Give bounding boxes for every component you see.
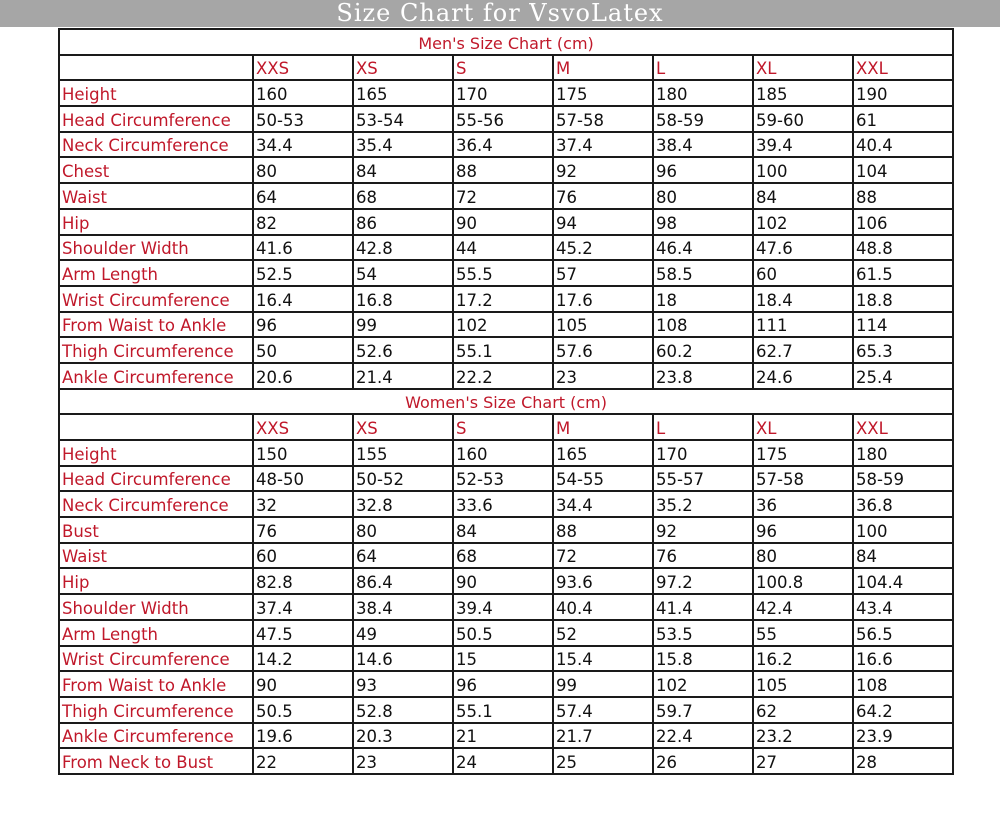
measurement-value: 50.5 [253, 697, 353, 723]
measurement-label: Head Circumference [59, 106, 253, 132]
measurement-value: 82 [253, 209, 353, 235]
size-header-cell: XL [753, 414, 853, 440]
measurement-value: 41.4 [653, 594, 753, 620]
measurement-value: 28 [853, 748, 953, 774]
measurement-value: 21 [453, 723, 553, 749]
measurement-value: 84 [353, 157, 453, 183]
measurement-value: 65.3 [853, 337, 953, 363]
table-row [59, 491, 953, 517]
measurement-value: 104.4 [853, 568, 953, 594]
measurement-value: 15.4 [553, 646, 653, 672]
measurement-value: 76 [653, 543, 753, 569]
measurement-value: 39.4 [453, 594, 553, 620]
measurement-value: 52.8 [353, 697, 453, 723]
measurement-value: 62 [753, 697, 853, 723]
measurement-value: 36.8 [853, 491, 953, 517]
measurement-value: 64 [253, 183, 353, 209]
measurement-value: 84 [853, 543, 953, 569]
size-header-cell: L [653, 414, 753, 440]
measurement-value: 57-58 [753, 466, 853, 492]
table-row [59, 594, 953, 620]
section-heading-row [59, 389, 953, 415]
measurement-value: 64.2 [853, 697, 953, 723]
measurement-value: 55-56 [453, 106, 553, 132]
measurement-value: 24.6 [753, 363, 853, 389]
table-row [59, 183, 953, 209]
table-row [59, 106, 953, 132]
measurement-value: 27 [753, 748, 853, 774]
measurement-value: 35.2 [653, 491, 753, 517]
size-header-cell: XXL [853, 414, 953, 440]
measurement-value: 97.2 [653, 568, 753, 594]
measurement-value: 17.6 [553, 286, 653, 312]
measurement-value: 165 [553, 440, 653, 466]
measurement-value: 111 [753, 312, 853, 338]
measurement-label: Waist [59, 543, 253, 569]
measurement-value: 180 [653, 80, 753, 106]
measurement-value: 15.8 [653, 646, 753, 672]
measurement-value: 98 [653, 209, 753, 235]
measurement-value: 57-58 [553, 106, 653, 132]
measurement-value: 53.5 [653, 620, 753, 646]
measurement-value: 37.4 [253, 594, 353, 620]
measurement-label: Hip [59, 209, 253, 235]
measurement-label: Shoulder Width [59, 235, 253, 261]
measurement-value: 42.8 [353, 235, 453, 261]
measurement-value: 44 [453, 235, 553, 261]
measurement-label: Wrist Circumference [59, 286, 253, 312]
measurement-value: 96 [453, 671, 553, 697]
measurement-value: 104 [853, 157, 953, 183]
measurement-value: 60 [253, 543, 353, 569]
measurement-value: 100 [853, 517, 953, 543]
measurement-value: 23.8 [653, 363, 753, 389]
mens-size-chart [59, 29, 953, 389]
measurement-value: 92 [653, 517, 753, 543]
size-header-cell: XXL [853, 55, 953, 81]
measurement-value: 47.5 [253, 620, 353, 646]
size-chart-table [58, 28, 954, 775]
measurement-value: 106 [853, 209, 953, 235]
measurement-label: From Waist to Ankle [59, 312, 253, 338]
measurement-label: Thigh Circumference [59, 337, 253, 363]
measurement-label: Head Circumference [59, 466, 253, 492]
measurement-value: 54 [353, 260, 453, 286]
size-header-cell: XL [753, 55, 853, 81]
measurement-value: 88 [853, 183, 953, 209]
measurement-value: 62.7 [753, 337, 853, 363]
measurement-value: 105 [753, 671, 853, 697]
measurement-value: 16.4 [253, 286, 353, 312]
measurement-value: 175 [553, 80, 653, 106]
size-header-cell: XXS [253, 55, 353, 81]
table-row [59, 80, 953, 106]
measurement-value: 56.5 [853, 620, 953, 646]
measurement-value: 160 [253, 80, 353, 106]
table-row [59, 132, 953, 158]
size-header-cell: S [453, 55, 553, 81]
measurement-value: 47.6 [753, 235, 853, 261]
table-row [59, 260, 953, 286]
measurement-value: 99 [353, 312, 453, 338]
measurement-value: 86 [353, 209, 453, 235]
measurement-value: 40.4 [853, 132, 953, 158]
measurement-label: Neck Circumference [59, 491, 253, 517]
measurement-value: 165 [353, 80, 453, 106]
table-row [59, 337, 953, 363]
measurement-value: 20.6 [253, 363, 353, 389]
measurement-value: 14.6 [353, 646, 453, 672]
measurement-value: 94 [553, 209, 653, 235]
measurement-value: 50-52 [353, 466, 453, 492]
size-header-cell: XS [353, 55, 453, 81]
measurement-value: 55.1 [453, 697, 553, 723]
measurement-value: 86.4 [353, 568, 453, 594]
measurement-value: 50-53 [253, 106, 353, 132]
measurement-value: 49 [353, 620, 453, 646]
measurement-label: Waist [59, 183, 253, 209]
measurement-value: 100.8 [753, 568, 853, 594]
measurement-value: 36 [753, 491, 853, 517]
measurement-value: 155 [353, 440, 453, 466]
measurement-value: 102 [753, 209, 853, 235]
measurement-value: 90 [253, 671, 353, 697]
measurement-value: 80 [253, 157, 353, 183]
measurement-value: 114 [853, 312, 953, 338]
measurement-value: 32 [253, 491, 353, 517]
measurement-value: 55.5 [453, 260, 553, 286]
measurement-value: 96 [253, 312, 353, 338]
measurement-value: 64 [353, 543, 453, 569]
measurement-value: 93 [353, 671, 453, 697]
size-header-cell: S [453, 414, 553, 440]
measurement-value: 18 [653, 286, 753, 312]
measurement-value: 34.4 [553, 491, 653, 517]
measurement-value: 52.6 [353, 337, 453, 363]
womens-size-chart [59, 389, 953, 774]
section-heading-row [59, 29, 953, 55]
table-row [59, 543, 953, 569]
measurement-value: 38.4 [353, 594, 453, 620]
mens-size-chart-heading: Men's Size Chart (cm) [59, 29, 953, 55]
measurement-value: 90 [453, 568, 553, 594]
measurement-value: 48.8 [853, 235, 953, 261]
measurement-value: 185 [753, 80, 853, 106]
table-row [59, 748, 953, 774]
table-row [59, 363, 953, 389]
measurement-label: Ankle Circumference [59, 363, 253, 389]
blank-header-cell [59, 414, 253, 440]
measurement-value: 43.4 [853, 594, 953, 620]
measurement-value: 105 [553, 312, 653, 338]
measurement-value: 34.4 [253, 132, 353, 158]
measurement-value: 17.2 [453, 286, 553, 312]
measurement-value: 23 [553, 363, 653, 389]
measurement-value: 72 [553, 543, 653, 569]
size-header-row [59, 414, 953, 440]
measurement-value: 40.4 [553, 594, 653, 620]
measurement-value: 61 [853, 106, 953, 132]
measurement-value: 48-50 [253, 466, 353, 492]
measurement-value: 50.5 [453, 620, 553, 646]
measurement-value: 23.9 [853, 723, 953, 749]
measurement-value: 21.7 [553, 723, 653, 749]
measurement-value: 36.4 [453, 132, 553, 158]
measurement-value: 50 [253, 337, 353, 363]
measurement-value: 18.8 [853, 286, 953, 312]
measurement-label: Thigh Circumference [59, 697, 253, 723]
measurement-value: 88 [553, 517, 653, 543]
measurement-value: 84 [453, 517, 553, 543]
measurement-value: 23 [353, 748, 453, 774]
measurement-value: 16.6 [853, 646, 953, 672]
measurement-value: 180 [853, 440, 953, 466]
table-row [59, 671, 953, 697]
measurement-value: 22.4 [653, 723, 753, 749]
measurement-label: Chest [59, 157, 253, 183]
measurement-value: 18.4 [753, 286, 853, 312]
measurement-value: 190 [853, 80, 953, 106]
measurement-label: From Neck to Bust [59, 748, 253, 774]
measurement-value: 35.4 [353, 132, 453, 158]
measurement-value: 42.4 [753, 594, 853, 620]
measurement-label: Ankle Circumference [59, 723, 253, 749]
measurement-label: Neck Circumference [59, 132, 253, 158]
measurement-value: 59.7 [653, 697, 753, 723]
measurement-value: 61.5 [853, 260, 953, 286]
measurement-value: 76 [253, 517, 353, 543]
measurement-value: 60.2 [653, 337, 753, 363]
measurement-label: Arm Length [59, 260, 253, 286]
measurement-value: 55-57 [653, 466, 753, 492]
measurement-value: 25.4 [853, 363, 953, 389]
measurement-value: 53-54 [353, 106, 453, 132]
measurement-label: From Waist to Ankle [59, 671, 253, 697]
measurement-value: 39.4 [753, 132, 853, 158]
measurement-value: 58-59 [853, 466, 953, 492]
measurement-label: Hip [59, 568, 253, 594]
size-header-cell: M [553, 55, 653, 81]
table-row [59, 157, 953, 183]
measurement-value: 175 [753, 440, 853, 466]
page-title: Size Chart for VsvoLatex [0, 0, 1000, 27]
womens-size-chart-heading: Women's Size Chart (cm) [59, 389, 953, 415]
table-row [59, 286, 953, 312]
measurement-value: 15 [453, 646, 553, 672]
size-header-cell: L [653, 55, 753, 81]
measurement-value: 52-53 [453, 466, 553, 492]
measurement-value: 26 [653, 748, 753, 774]
measurement-value: 88 [453, 157, 553, 183]
measurement-value: 102 [653, 671, 753, 697]
measurement-value: 58-59 [653, 106, 753, 132]
measurement-value: 23.2 [753, 723, 853, 749]
table-row [59, 235, 953, 261]
measurement-value: 55 [753, 620, 853, 646]
measurement-value: 76 [553, 183, 653, 209]
measurement-value: 21.4 [353, 363, 453, 389]
measurement-value: 92 [553, 157, 653, 183]
table-row [59, 620, 953, 646]
measurement-label: Height [59, 80, 253, 106]
measurement-value: 57.4 [553, 697, 653, 723]
measurement-value: 52 [553, 620, 653, 646]
table-row [59, 517, 953, 543]
table-row [59, 568, 953, 594]
measurement-value: 82.8 [253, 568, 353, 594]
measurement-value: 80 [753, 543, 853, 569]
measurement-value: 22 [253, 748, 353, 774]
measurement-value: 102 [453, 312, 553, 338]
measurement-label: Bust [59, 517, 253, 543]
measurement-value: 80 [353, 517, 453, 543]
measurement-value: 19.6 [253, 723, 353, 749]
measurement-value: 25 [553, 748, 653, 774]
measurement-value: 57.6 [553, 337, 653, 363]
table-row [59, 209, 953, 235]
measurement-value: 54-55 [553, 466, 653, 492]
measurement-value: 96 [753, 517, 853, 543]
measurement-value: 24 [453, 748, 553, 774]
table-row [59, 723, 953, 749]
measurement-value: 108 [653, 312, 753, 338]
measurement-value: 22.2 [453, 363, 553, 389]
table-row [59, 312, 953, 338]
measurement-value: 41.6 [253, 235, 353, 261]
measurement-value: 58.5 [653, 260, 753, 286]
measurement-value: 38.4 [653, 132, 753, 158]
measurement-value: 57 [553, 260, 653, 286]
measurement-value: 33.6 [453, 491, 553, 517]
table-row [59, 646, 953, 672]
measurement-value: 68 [453, 543, 553, 569]
size-header-cell: XXS [253, 414, 353, 440]
measurement-value: 93.6 [553, 568, 653, 594]
measurement-value: 80 [653, 183, 753, 209]
size-header-cell: M [553, 414, 653, 440]
measurement-value: 16.8 [353, 286, 453, 312]
measurement-value: 160 [453, 440, 553, 466]
size-header-row [59, 55, 953, 81]
measurement-value: 170 [653, 440, 753, 466]
measurement-value: 68 [353, 183, 453, 209]
measurement-value: 55.1 [453, 337, 553, 363]
measurement-value: 90 [453, 209, 553, 235]
measurement-value: 150 [253, 440, 353, 466]
table-row [59, 466, 953, 492]
size-header-cell: XS [353, 414, 453, 440]
measurement-value: 170 [453, 80, 553, 106]
measurement-value: 20.3 [353, 723, 453, 749]
table-row [59, 440, 953, 466]
measurement-value: 96 [653, 157, 753, 183]
measurement-value: 84 [753, 183, 853, 209]
table-row [59, 697, 953, 723]
blank-header-cell [59, 55, 253, 81]
measurement-label: Height [59, 440, 253, 466]
measurement-value: 52.5 [253, 260, 353, 286]
measurement-value: 99 [553, 671, 653, 697]
measurement-value: 100 [753, 157, 853, 183]
measurement-label: Arm Length [59, 620, 253, 646]
measurement-value: 72 [453, 183, 553, 209]
measurement-value: 32.8 [353, 491, 453, 517]
measurement-label: Shoulder Width [59, 594, 253, 620]
measurement-value: 14.2 [253, 646, 353, 672]
measurement-value: 46.4 [653, 235, 753, 261]
measurement-value: 59-60 [753, 106, 853, 132]
measurement-value: 16.2 [753, 646, 853, 672]
measurement-value: 45.2 [553, 235, 653, 261]
measurement-value: 37.4 [553, 132, 653, 158]
measurement-value: 60 [753, 260, 853, 286]
measurement-value: 108 [853, 671, 953, 697]
measurement-label: Wrist Circumference [59, 646, 253, 672]
